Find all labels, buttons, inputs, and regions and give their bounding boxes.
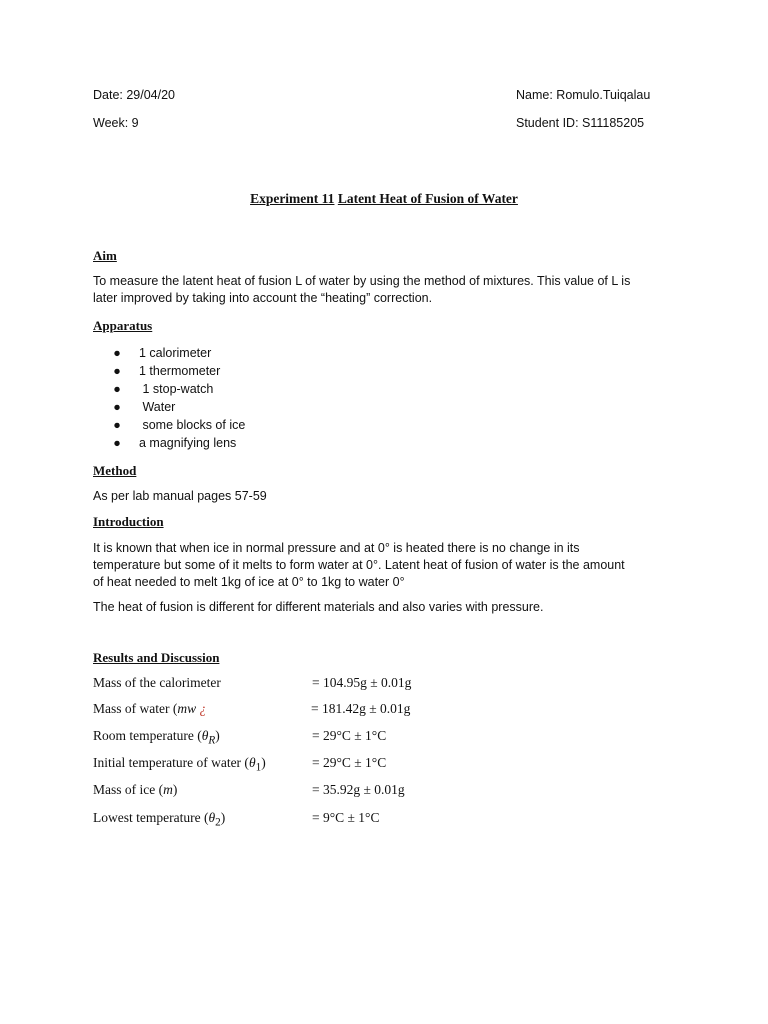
- apparatus-heading: Apparatus: [93, 318, 153, 333]
- symbol-red-mark: ¿: [199, 701, 207, 716]
- document-page: Date: 29/04/20 Week: 9 Name: Romulo.Tuiqalau Student ID: S11185205 Experiment 11 Latent Heat of Fusion of Water Aim To measure the latent heat of fusion L of water by using the method of mixtures. This value of L is later improved by taking into account the “heating” correction. Apparatus ● 1 calorimeter ● 1 thermometer ● 1 stop-watch ● Water ● some blocks of ice ● a magnifying lens Method As per lab manual pages 57-59 Introduction It is known that when ice in normal pressure and at 0° is heated there is no change in its temperature but some of it melts to form water at 0°. Latent heat of fusion of water is the amount of heat needed to melt 1kg of ice at 0° to 1kg to water 0° The heat of fusion is different for different materials and also varies with pressure. Results and Discussion Mass of the calorimeter = 104.95g ± 0.01g Mass of water (mw ¿ = 181.42g ± 0.01g Room temperature $(\theta_R)$ = 29°C ± 1°C Initial temperature of water $(\theta_1)$ = 29°C ± 1°C Mass of ice (m) = 35.92g ± 0.01g Lowest temperature $(\theta_2)$ = 9°C ± 1°C: [0, 0, 768, 1024]
- student-id-text: Student ID: S11185205: [516, 116, 645, 130]
- bullet-icon: ●: [113, 400, 121, 414]
- week-text: Week: 9: [93, 116, 139, 130]
- result-label-lowest-temp: Lowest temperature $(\theta_2)$: [93, 810, 226, 829]
- result-value-water: = 181.42g ± 0.01g: [311, 701, 411, 716]
- date-text: Date: 29/04/20: [93, 88, 176, 102]
- result-value-room-temp: = 29°C ± 1°C: [312, 728, 387, 743]
- title-experiment-number: Experiment 11: [250, 191, 335, 206]
- introduction-paragraph: [93, 540, 673, 591]
- bullet-icon: ●: [113, 346, 121, 360]
- introduction-heading: Introduction: [93, 514, 164, 529]
- bullet-icon: ●: [113, 418, 121, 432]
- results-heading: Results and Discussion: [93, 650, 220, 665]
- result-value-lowest-temp: = 9°C ± 1°C: [312, 810, 380, 825]
- method-text: As per lab manual pages 57-59: [93, 489, 267, 503]
- result-value-ice: = 35.92g ± 0.01g: [312, 782, 405, 797]
- introduction-line-3: of heat needed to melt 1kg of ice at 0° to 1kg to water 0°: [93, 575, 405, 589]
- result-label-initial-temp: Initial temperature of water $(\theta_1)$: [93, 755, 266, 774]
- aim-heading: Aim: [93, 248, 117, 263]
- title-experiment-name: Latent Heat of Fusion of Water: [337, 191, 518, 206]
- aim-line-2: later improved by taking into account the “heating” correction.: [93, 291, 433, 305]
- bullet-icon: ●: [113, 436, 121, 450]
- result-label-room-temp: Room temperature $(\theta_R)$: [93, 728, 220, 747]
- result-label-calorimeter: Mass of the calorimeter: [93, 675, 221, 690]
- result-label-water: Mass of water (mw ¿: [93, 701, 207, 716]
- method-heading: Method: [93, 463, 137, 478]
- symbol-mw: mw: [177, 701, 197, 716]
- introduction-line-1: It is known that when ice in normal pressure and at 0° is heated there is no change in its: [93, 541, 580, 555]
- bullet-icon: ●: [113, 382, 121, 396]
- introduction-paragraph-2: The heat of fusion is different for different materials and also varies with pressure.: [93, 600, 544, 614]
- aim-paragraph: [93, 273, 673, 307]
- aim-line-1: To measure the latent heat of fusion L of water by using the method of mixtures. This value of L is: [93, 274, 631, 288]
- result-value-calorimeter: = 104.95g ± 0.01g: [312, 675, 412, 690]
- introduction-line-2: temperature but some of it melts to form water at 0°. Latent heat of fusion of water is the amount: [93, 558, 625, 572]
- document-title: [0, 191, 768, 207]
- result-value-initial-temp: = 29°C ± 1°C: [312, 755, 387, 770]
- bullet-icon: ●: [113, 364, 121, 378]
- result-label-ice: Mass of ice (m): [93, 782, 178, 797]
- name-text: Name: Romulo.Tuiqalau: [516, 88, 651, 102]
